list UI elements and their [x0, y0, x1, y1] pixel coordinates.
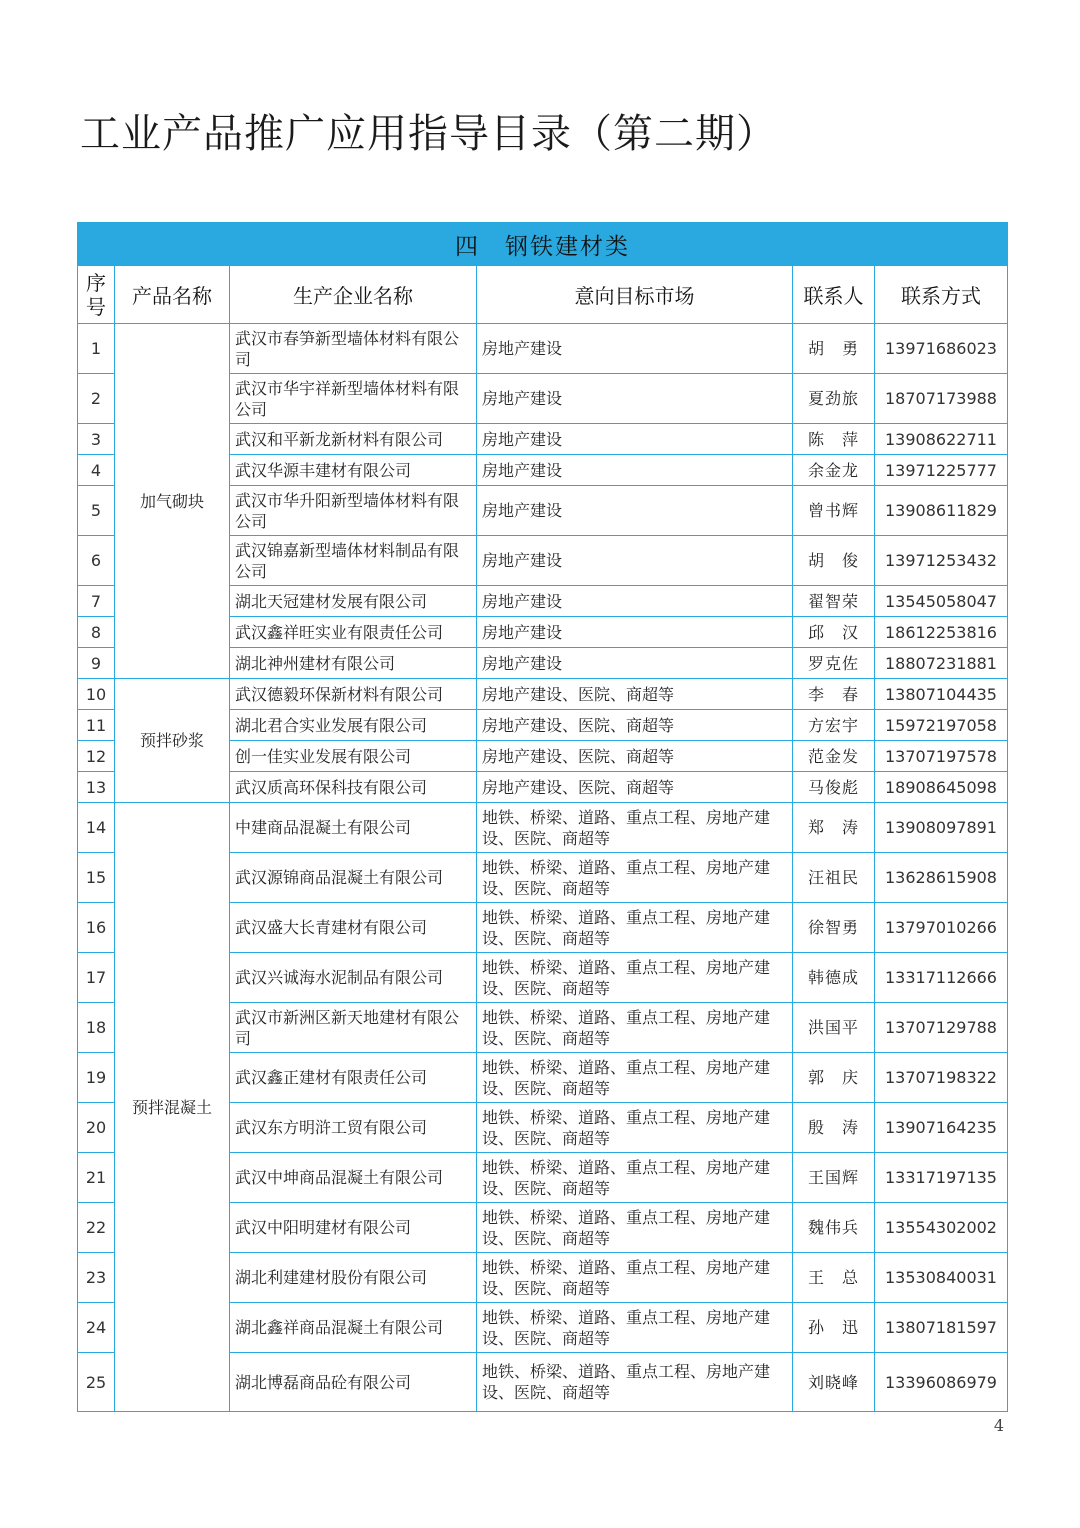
header-company: 生产企业名称: [230, 266, 477, 324]
company-name: 中建商品混凝土有限公司: [230, 803, 477, 853]
target-market: 房地产建设、医院、商超等: [477, 772, 793, 803]
contact-person: 殷 涛: [793, 1103, 875, 1153]
contact-person: 魏伟兵: [793, 1203, 875, 1253]
target-market: 房地产建设、医院、商超等: [477, 741, 793, 772]
company-name: 武汉市华升阳新型墙体材料有限公司: [230, 486, 477, 536]
company-name: 武汉中坤商品混凝土有限公司: [230, 1153, 477, 1203]
contact-person: 翟智荣: [793, 586, 875, 617]
product-catalog-table: [77, 222, 1008, 1412]
company-name: 湖北博磊商品砼有限公司: [230, 1353, 477, 1412]
target-market: 地铁、桥梁、道路、重点工程、房地产建设、医院、商超等: [477, 1303, 793, 1353]
contact-person: 范金发: [793, 741, 875, 772]
company-name: 武汉东方明浒工贸有限公司: [230, 1103, 477, 1153]
contact-phone: 13628615908: [875, 853, 1008, 903]
target-market: 地铁、桥梁、道路、重点工程、房地产建设、医院、商超等: [477, 1003, 793, 1053]
contact-phone: 18908645098: [875, 772, 1008, 803]
contact-phone: 13530840031: [875, 1253, 1008, 1303]
header-market: 意向目标市场: [477, 266, 793, 324]
header-seq: 序号: [78, 266, 115, 324]
contact-phone: 13907164235: [875, 1103, 1008, 1153]
target-market: 地铁、桥梁、道路、重点工程、房地产建设、医院、商超等: [477, 803, 793, 853]
row-number: 1: [78, 324, 115, 374]
contact-phone: 13908611829: [875, 486, 1008, 536]
header-contact: 联系人: [793, 266, 875, 324]
company-name: 武汉源锦商品混凝土有限公司: [230, 853, 477, 903]
contact-phone: 13807104435: [875, 679, 1008, 710]
table-row: [78, 679, 1008, 710]
target-market: 房地产建设: [477, 586, 793, 617]
company-name: 武汉锦嘉新型墙体材料制品有限公司: [230, 536, 477, 586]
company-name: 湖北利建建材股份有限公司: [230, 1253, 477, 1303]
row-number: 7: [78, 586, 115, 617]
company-name: 湖北鑫祥商品混凝土有限公司: [230, 1303, 477, 1353]
row-number: 5: [78, 486, 115, 536]
target-market: 房地产建设: [477, 324, 793, 374]
contact-person: 王 总: [793, 1253, 875, 1303]
row-number: 10: [78, 679, 115, 710]
company-name: 湖北天冠建材发展有限公司: [230, 586, 477, 617]
row-number: 21: [78, 1153, 115, 1203]
company-name: 武汉盛大长青建材有限公司: [230, 903, 477, 953]
header-row: [78, 266, 1008, 324]
contact-person: 邱 汉: [793, 617, 875, 648]
contact-phone: 13908097891: [875, 803, 1008, 853]
company-name: 武汉鑫祥旺实业有限责任公司: [230, 617, 477, 648]
row-number: 25: [78, 1353, 115, 1412]
row-number: 16: [78, 903, 115, 953]
target-market: 房地产建设: [477, 617, 793, 648]
company-name: 武汉质高环保科技有限公司: [230, 772, 477, 803]
row-number: 15: [78, 853, 115, 903]
contact-phone: 18612253816: [875, 617, 1008, 648]
contact-person: 徐智勇: [793, 903, 875, 953]
contact-phone: 13317197135: [875, 1153, 1008, 1203]
table-body: [78, 324, 1008, 1412]
target-market: 地铁、桥梁、道路、重点工程、房地产建设、医院、商超等: [477, 853, 793, 903]
company-name: 湖北神州建材有限公司: [230, 648, 477, 679]
row-number: 17: [78, 953, 115, 1003]
company-name: 武汉鑫正建材有限责任公司: [230, 1053, 477, 1103]
contact-person: 罗克佐: [793, 648, 875, 679]
contact-person: 陈 萍: [793, 424, 875, 455]
contact-phone: 13707129788: [875, 1003, 1008, 1053]
contact-person: 韩德成: [793, 953, 875, 1003]
target-market: 地铁、桥梁、道路、重点工程、房地产建设、医院、商超等: [477, 1353, 793, 1412]
contact-person: 汪祖民: [793, 853, 875, 903]
contact-phone: 13971253432: [875, 536, 1008, 586]
target-market: 房地产建设: [477, 648, 793, 679]
page-number: 4: [993, 1416, 1004, 1435]
target-market: 房地产建设: [477, 374, 793, 424]
product-category: 预拌砂浆: [115, 679, 230, 803]
table-row: [78, 803, 1008, 853]
row-number: 12: [78, 741, 115, 772]
contact-phone: 13707197578: [875, 741, 1008, 772]
target-market: 地铁、桥梁、道路、重点工程、房地产建设、医院、商超等: [477, 1203, 793, 1253]
target-market: 房地产建设、医院、商超等: [477, 679, 793, 710]
contact-person: 李 春: [793, 679, 875, 710]
contact-person: 马俊彪: [793, 772, 875, 803]
contact-person: 孙 迅: [793, 1303, 875, 1353]
contact-person: 夏劲旅: [793, 374, 875, 424]
company-name: 武汉华源丰建材有限公司: [230, 455, 477, 486]
contact-person: 胡 勇: [793, 324, 875, 374]
contact-person: 余金龙: [793, 455, 875, 486]
contact-phone: 13797010266: [875, 903, 1008, 953]
company-name: 创一佳实业发展有限公司: [230, 741, 477, 772]
contact-person: 方宏宇: [793, 710, 875, 741]
contact-phone: 18707173988: [875, 374, 1008, 424]
contact-person: 郑 涛: [793, 803, 875, 853]
target-market: 地铁、桥梁、道路、重点工程、房地产建设、医院、商超等: [477, 1053, 793, 1103]
header-phone: 联系方式: [875, 266, 1008, 324]
contact-person: 胡 俊: [793, 536, 875, 586]
row-number: 4: [78, 455, 115, 486]
target-market: 房地产建设: [477, 424, 793, 455]
target-market: 地铁、桥梁、道路、重点工程、房地产建设、医院、商超等: [477, 1153, 793, 1203]
target-market: 地铁、桥梁、道路、重点工程、房地产建设、医院、商超等: [477, 953, 793, 1003]
company-name: 武汉德毅环保新材料有限公司: [230, 679, 477, 710]
company-name: 武汉和平新龙新材料有限公司: [230, 424, 477, 455]
target-market: 房地产建设: [477, 486, 793, 536]
row-number: 3: [78, 424, 115, 455]
row-number: 20: [78, 1103, 115, 1153]
target-market: 地铁、桥梁、道路、重点工程、房地产建设、医院、商超等: [477, 903, 793, 953]
target-market: 地铁、桥梁、道路、重点工程、房地产建设、医院、商超等: [477, 1103, 793, 1153]
contact-phone: 13971225777: [875, 455, 1008, 486]
contact-phone: 13707198322: [875, 1053, 1008, 1103]
target-market: 地铁、桥梁、道路、重点工程、房地产建设、医院、商超等: [477, 1253, 793, 1303]
contact-phone: 15972197058: [875, 710, 1008, 741]
page-title: 工业产品推广应用指导目录（第二期）: [80, 111, 777, 157]
company-name: 武汉兴诚海水泥制品有限公司: [230, 953, 477, 1003]
row-number: 2: [78, 374, 115, 424]
contact-phone: 13971686023: [875, 324, 1008, 374]
target-market: 房地产建设: [477, 455, 793, 486]
row-number: 19: [78, 1053, 115, 1103]
row-number: 6: [78, 536, 115, 586]
company-name: 湖北君合实业发展有限公司: [230, 710, 477, 741]
header-product: 产品名称: [115, 266, 230, 324]
company-name: 武汉市春笋新型墙体材料有限公司: [230, 324, 477, 374]
contact-phone: 13317112666: [875, 953, 1008, 1003]
table-row: [78, 324, 1008, 374]
contact-phone: 18807231881: [875, 648, 1008, 679]
row-number: 9: [78, 648, 115, 679]
contact-person: 郭 庆: [793, 1053, 875, 1103]
contact-person: 洪国平: [793, 1003, 875, 1053]
section-title: 四 钢铁建材类: [78, 223, 1008, 266]
product-category: 加气砌块: [115, 324, 230, 679]
company-name: 武汉市华宇祥新型墙体材料有限公司: [230, 374, 477, 424]
row-number: 24: [78, 1303, 115, 1353]
product-category: 预拌混凝土: [115, 803, 230, 1412]
row-number: 14: [78, 803, 115, 853]
row-number: 18: [78, 1003, 115, 1053]
contact-person: 刘晓峰: [793, 1353, 875, 1412]
contact-phone: 13396086979: [875, 1353, 1008, 1412]
row-number: 23: [78, 1253, 115, 1303]
company-name: 武汉中阳明建材有限公司: [230, 1203, 477, 1253]
row-number: 8: [78, 617, 115, 648]
section-band: [78, 223, 1008, 266]
company-name: 武汉市新洲区新天地建材有限公司: [230, 1003, 477, 1053]
contact-phone: 13807181597: [875, 1303, 1008, 1353]
contact-phone: 13545058047: [875, 586, 1008, 617]
row-number: 13: [78, 772, 115, 803]
contact-person: 王国辉: [793, 1153, 875, 1203]
row-number: 22: [78, 1203, 115, 1253]
contact-phone: 13554302002: [875, 1203, 1008, 1253]
target-market: 房地产建设、医院、商超等: [477, 710, 793, 741]
contact-phone: 13908622711: [875, 424, 1008, 455]
target-market: 房地产建设: [477, 536, 793, 586]
contact-person: 曾书辉: [793, 486, 875, 536]
row-number: 11: [78, 710, 115, 741]
